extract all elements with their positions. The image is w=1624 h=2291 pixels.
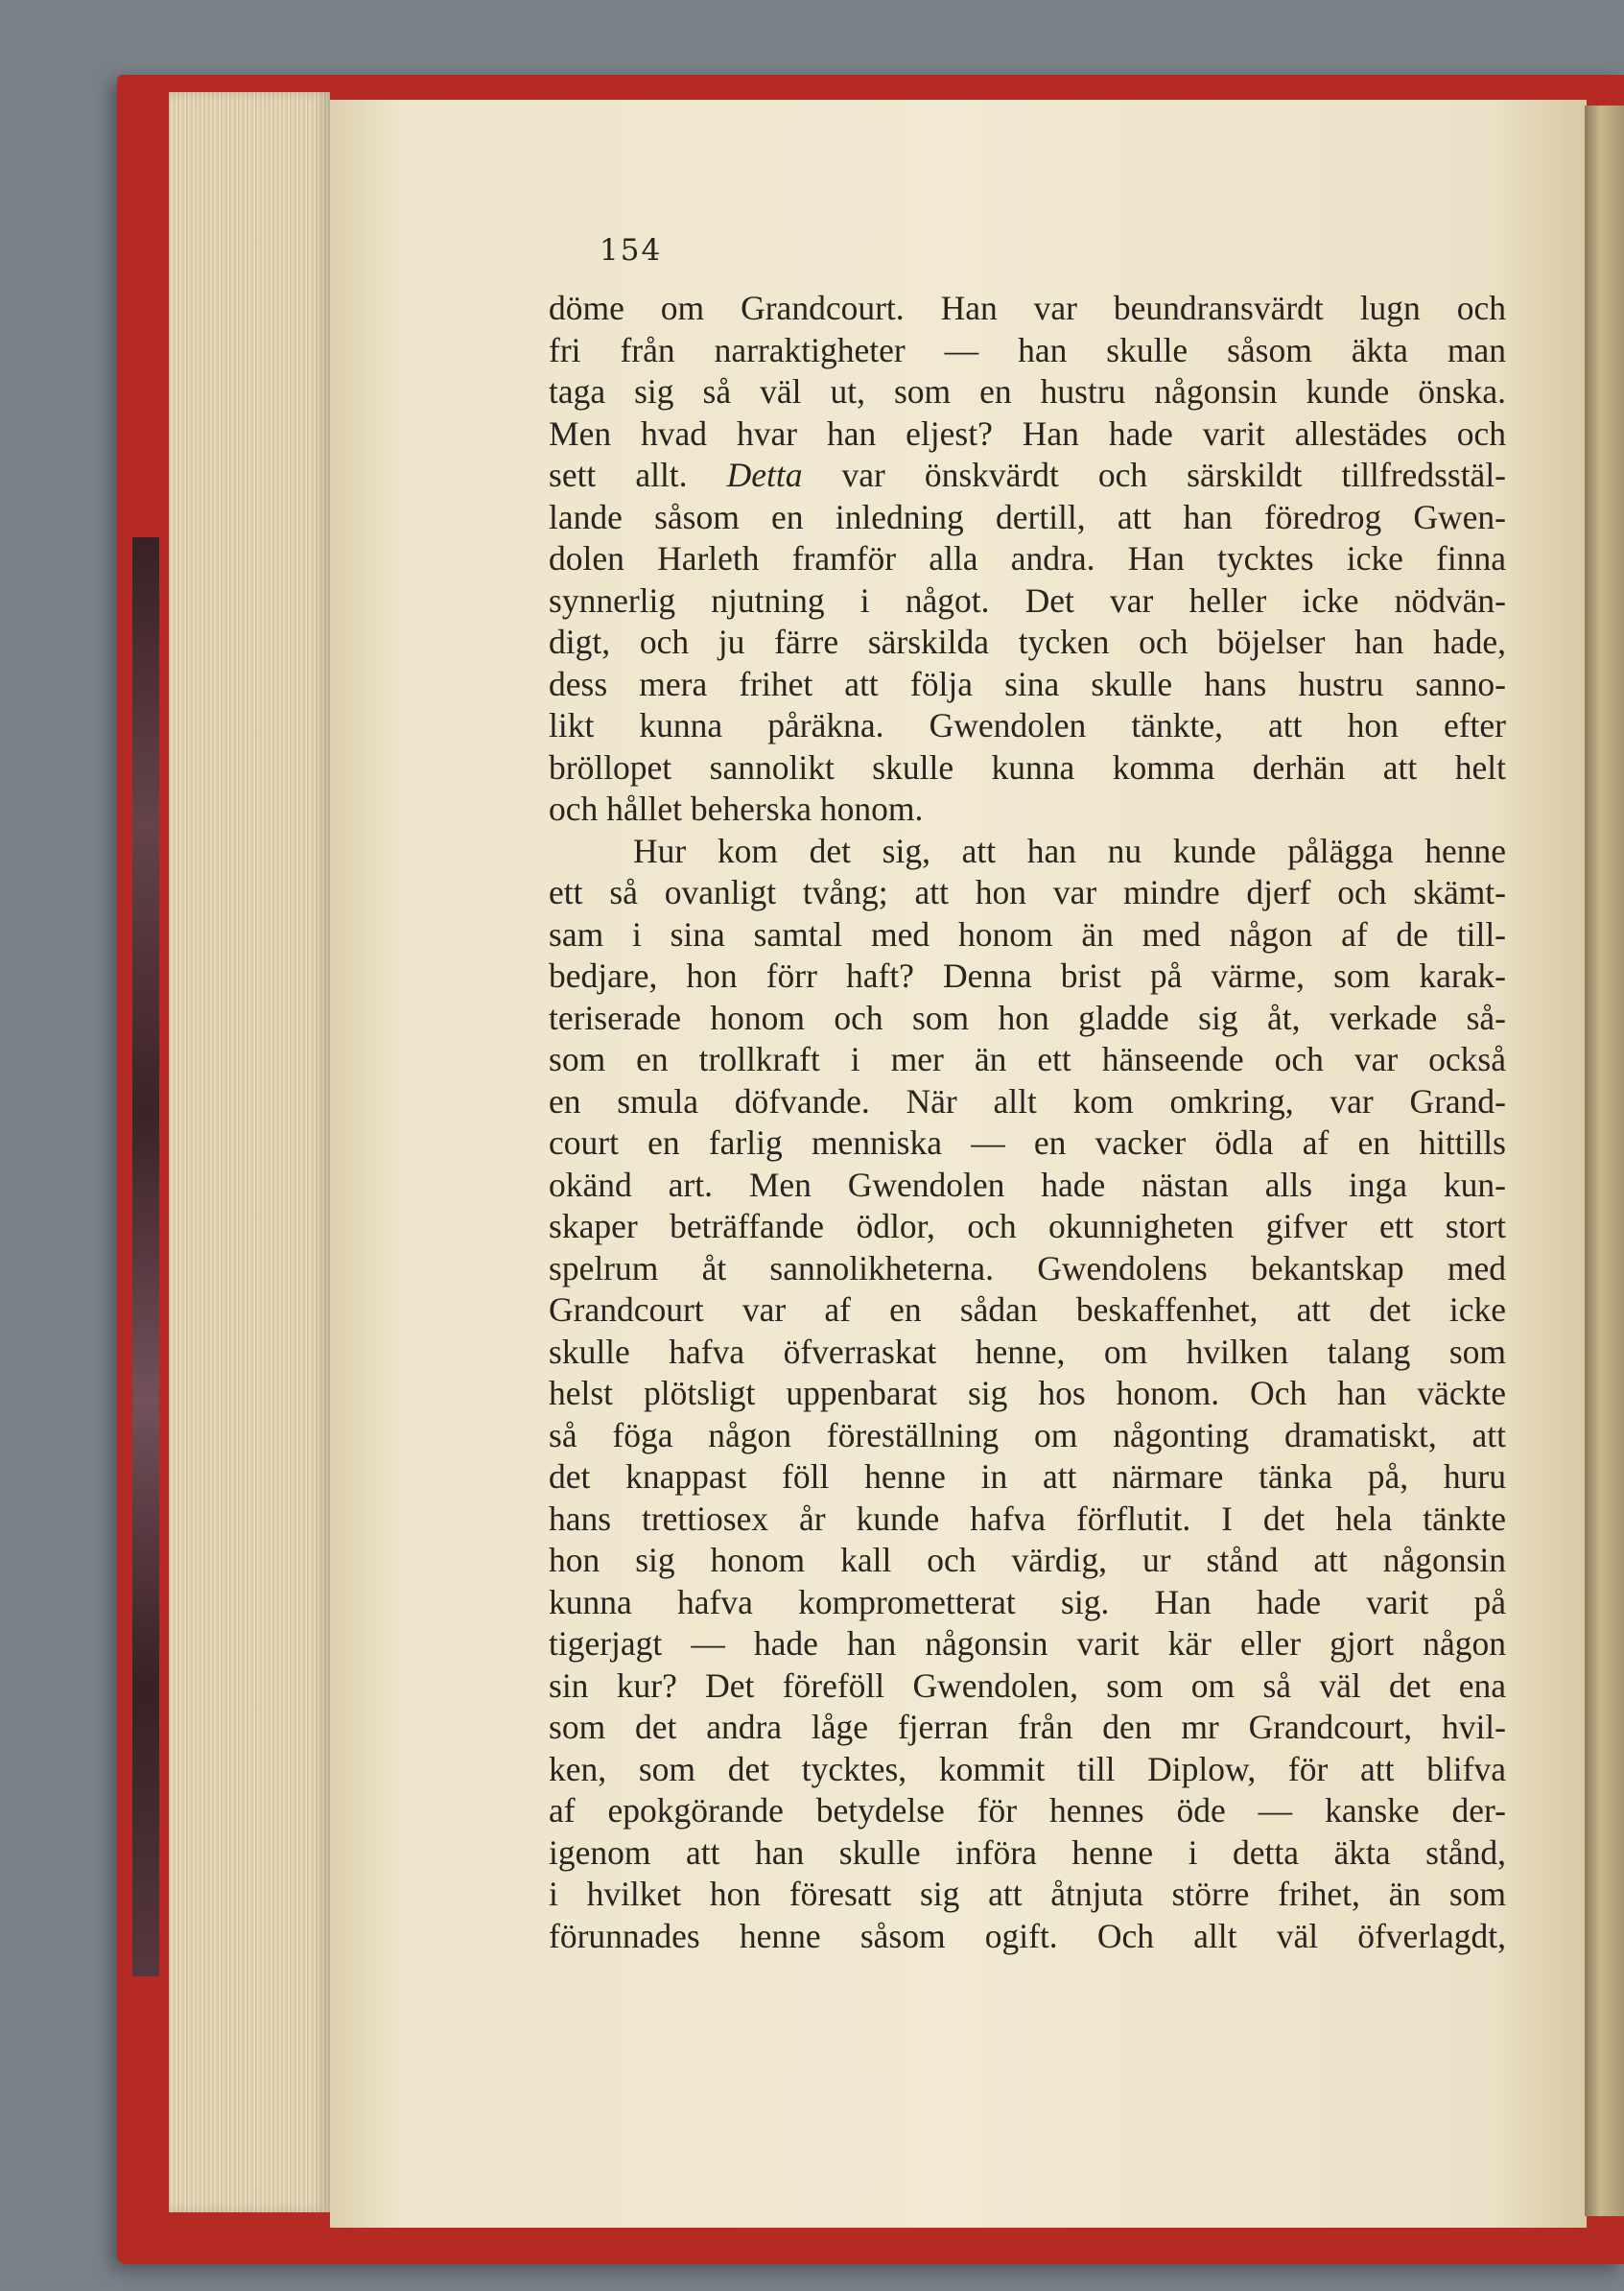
text-line: spelrum åt sannolikheterna. Gwendolens bekantskap med [549,1248,1506,1287]
text-line: i hvilket hon föresatt sig att åtnjuta större frihet, än som [549,1875,1506,1913]
text-line: af epokgörande betydelse för hennes öde — kanske der- [549,1791,1506,1830]
text-line: det knappast föll henne in att närmare tänka på, huru [549,1457,1506,1496]
text-line: och hållet beherska honom. [549,790,924,828]
text-line: hon sig honom kall och värdig, ur stånd att någonsin [549,1541,1506,1579]
text-line: döme om Grandcourt. Han var beundransvärdt lugn och [549,289,1506,327]
emphasized-word: Detta [726,456,803,494]
text-line: så föga någon föreställning om någonting dramatiskt, att [549,1415,1506,1454]
text-line: Men hvad hvar han eljest? Han hade varit allestädes och [549,413,1506,453]
page-number: 154 [600,233,663,268]
text-line: dolen Harleth framför alla andra. Han tycktes icke finna [549,539,1506,578]
page-edges [169,92,330,2212]
text-line: likt kunna påräkna. Gwendolen tänkte, att hon efter [549,706,1506,744]
text-line: fri från narraktigheter — han skulle såsom äkta man [549,330,1506,369]
text-line: skulle hafva öfverraskat henne, om hvilken talang som [549,1332,1506,1371]
text-line: synnerlig njutning i något. Det var heller icke nödvän- [549,580,1506,620]
text-line: ken, som det tycktes, kommit till Diplow, för att blifva [549,1749,1506,1788]
text-line: okänd art. Men Gwendolen hade nästan alls inga kun- [549,1165,1506,1204]
text-line: förunnades henne såsom ogift. Och allt väl öfverlagdt, [549,1916,1506,1955]
text-line: sett allt. Detta var önskvärdt och särskildt tillfredsstäl- [549,456,1506,494]
text-line: kunna hafva komprometterat sig. Han hade varit på [549,1582,1506,1621]
text-line: som det andra låge fjerran från den mr Grandcourt, hvil- [549,1708,1506,1746]
facing-page-gutter [1585,106,1624,2216]
text-line: court en farlig menniska — en vacker ödla af en hittills [549,1123,1506,1162]
text-line: lande såsom en inledning dertill, att han föredrog Gwen- [549,497,1506,536]
text-line: teriserade honom och som hon gladde sig åt, verkade så- [549,998,1506,1037]
text-line: som en trollkraft i mer än ett hänseende och var också [549,1040,1506,1078]
text-line: taga sig så väl ut, som en hustru någonsin kunde önska. [549,372,1506,411]
text-line: Hur kom det sig, att han nu kunde pålägga henne [633,831,1506,870]
text-line: skaper beträffande ödlor, och okunnigheten gifver ett stort [549,1207,1506,1245]
marbled-spine [132,537,159,1976]
text-line: ett så ovanligt tvång; att hon var mindre djerf och skämt- [549,873,1506,911]
text-line: tigerjagt — hade han någonsin varit kär eller gjort någon [549,1624,1506,1663]
text-line: helst plötsligt uppenbarat sig hos honom. Och han väckte [549,1374,1506,1412]
text-line: hans trettiosex år kunde hafva förflutit. I det hela tänkte [549,1499,1506,1538]
text-line: bedjare, hon förr haft? Denna brist på värme, som karak- [549,957,1506,995]
text-line: sam i sina samtal med honom än med någon af de till- [549,914,1506,954]
body-text [549,288,1506,1957]
text-line: igenom att han skulle införa henne i detta äkta stånd, [549,1832,1506,1872]
text-line: sin kur? Det föreföll Gwendolen, som om så väl det ena [549,1665,1506,1705]
text-line: Grandcourt var af en sådan beskaffenhet, att det icke [549,1290,1506,1329]
text-line: en smula döfvande. När allt kom omkring, var Grand- [549,1081,1506,1121]
text-line: bröllopet sannolikt skulle kunna komma derhän att helt [549,747,1506,787]
text-line: digt, och ju färre särskilda tycken och böjelser han hade, [549,623,1506,661]
text-line: dess mera frihet att följa sina skulle hans hustru sanno- [549,664,1506,703]
